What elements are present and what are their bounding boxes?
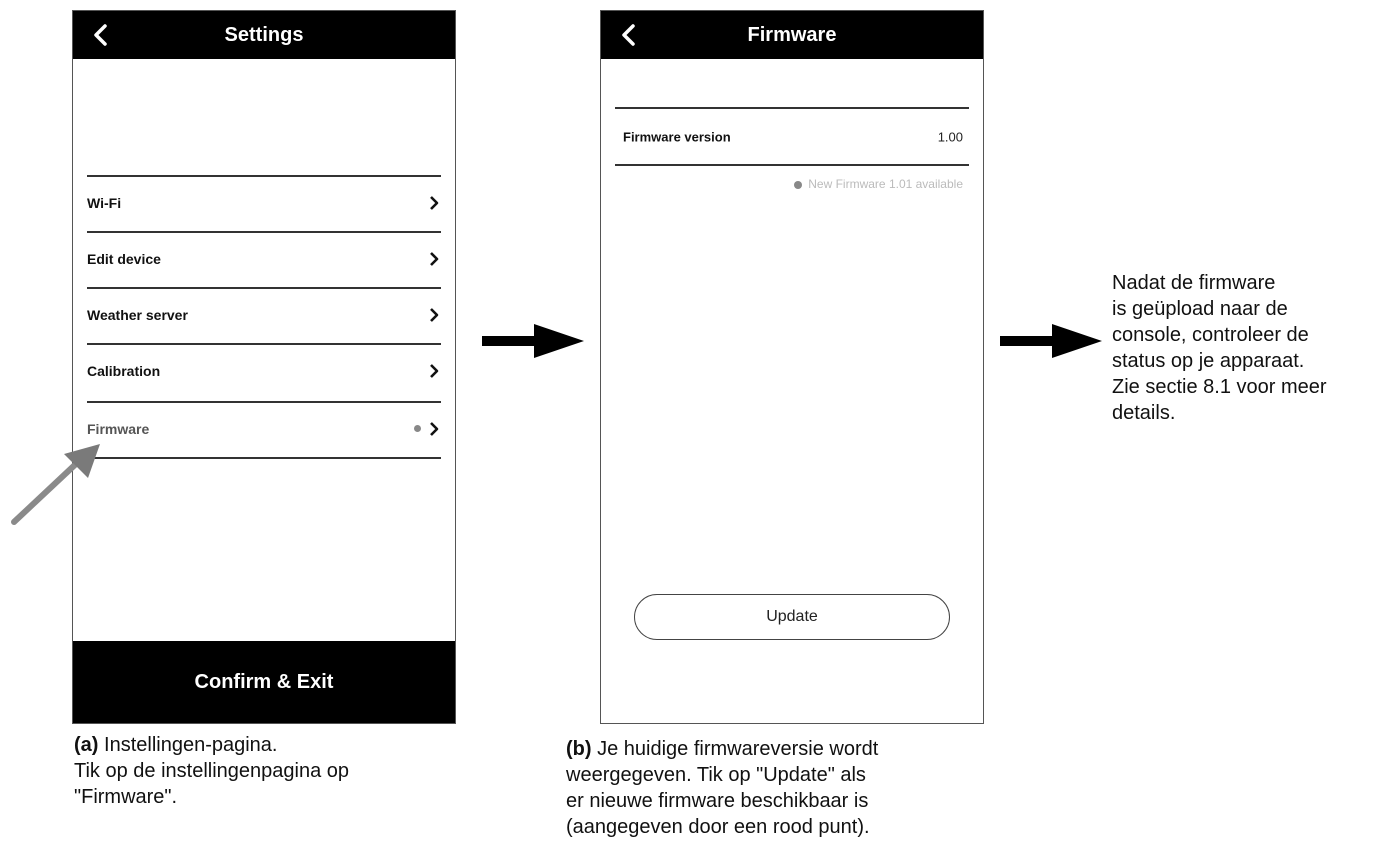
chevron-right-icon xyxy=(427,307,441,323)
settings-item-label: Calibration xyxy=(87,363,161,379)
settings-item-label: Edit device xyxy=(87,251,161,267)
caption-a-prefix: (a) xyxy=(74,734,99,756)
caption-b-prefix: (b) xyxy=(566,738,592,760)
firmware-title: Firmware xyxy=(747,24,837,46)
divider xyxy=(615,164,969,166)
chevron-right-icon xyxy=(427,421,441,437)
side-note-line: status op je apparaat. xyxy=(1112,350,1305,372)
caption-a-line: "Firmware". xyxy=(74,786,178,808)
caption-b-line: (aangegeven door een rood punt). xyxy=(566,816,870,838)
settings-item-wifi[interactable] xyxy=(87,175,441,231)
caption-b xyxy=(566,736,878,840)
settings-screen xyxy=(72,10,456,724)
settings-item-edit-device[interactable] xyxy=(87,231,441,287)
new-firmware-dot-icon xyxy=(414,425,421,432)
chevron-right-icon xyxy=(427,363,441,379)
new-firmware-notice xyxy=(794,177,963,191)
caption-a-line: Instellingen-pagina. xyxy=(98,734,278,756)
caption-a-line: Tik op de instellingenpagina op xyxy=(74,760,350,782)
firmware-version-value: 1.00 xyxy=(937,129,963,145)
settings-item-calibration[interactable] xyxy=(87,343,441,399)
caption-b-line: weergegeven. Tik op "Update" als xyxy=(566,764,866,786)
settings-title: Settings xyxy=(224,24,304,46)
caption-b-line: er nieuwe firmware beschikbaar is xyxy=(566,790,869,812)
update-button[interactable]: Update xyxy=(634,594,950,640)
firmware-screen xyxy=(600,10,984,724)
side-note-line: is geüpload naar de xyxy=(1112,298,1288,320)
new-firmware-dot-icon xyxy=(794,181,802,189)
settings-item-weather-server[interactable] xyxy=(87,287,441,343)
divider xyxy=(87,457,441,459)
side-note xyxy=(1112,270,1392,426)
chevron-right-icon xyxy=(427,195,441,211)
pointer-arrow-icon xyxy=(8,440,108,530)
arrow-right-icon xyxy=(482,322,586,362)
settings-top-bar xyxy=(73,11,455,59)
chevron-right-icon xyxy=(427,251,441,267)
firmware-version-label: Firmware version xyxy=(623,129,731,145)
new-firmware-text: New Firmware 1.01 available xyxy=(808,177,963,191)
settings-item-label: Firmware xyxy=(87,421,150,437)
side-note-line: console, controleer de xyxy=(1112,324,1309,346)
caption-a xyxy=(74,732,349,810)
side-note-line: Nadat de firmware xyxy=(1112,272,1276,294)
side-note-line: details. xyxy=(1112,402,1176,424)
arrow-right-icon xyxy=(1000,322,1104,362)
firmware-top-bar xyxy=(601,11,983,59)
confirm-exit-button[interactable]: Confirm & Exit xyxy=(73,641,455,723)
caption-b-line: Je huidige firmwareversie wordt xyxy=(591,738,879,760)
settings-item-label: Wi-Fi xyxy=(87,195,122,211)
side-note-line: Zie sectie 8.1 voor meer xyxy=(1112,376,1327,398)
firmware-version-row xyxy=(615,109,969,165)
settings-item-label: Weather server xyxy=(87,307,188,323)
settings-item-firmware[interactable] xyxy=(87,401,441,457)
